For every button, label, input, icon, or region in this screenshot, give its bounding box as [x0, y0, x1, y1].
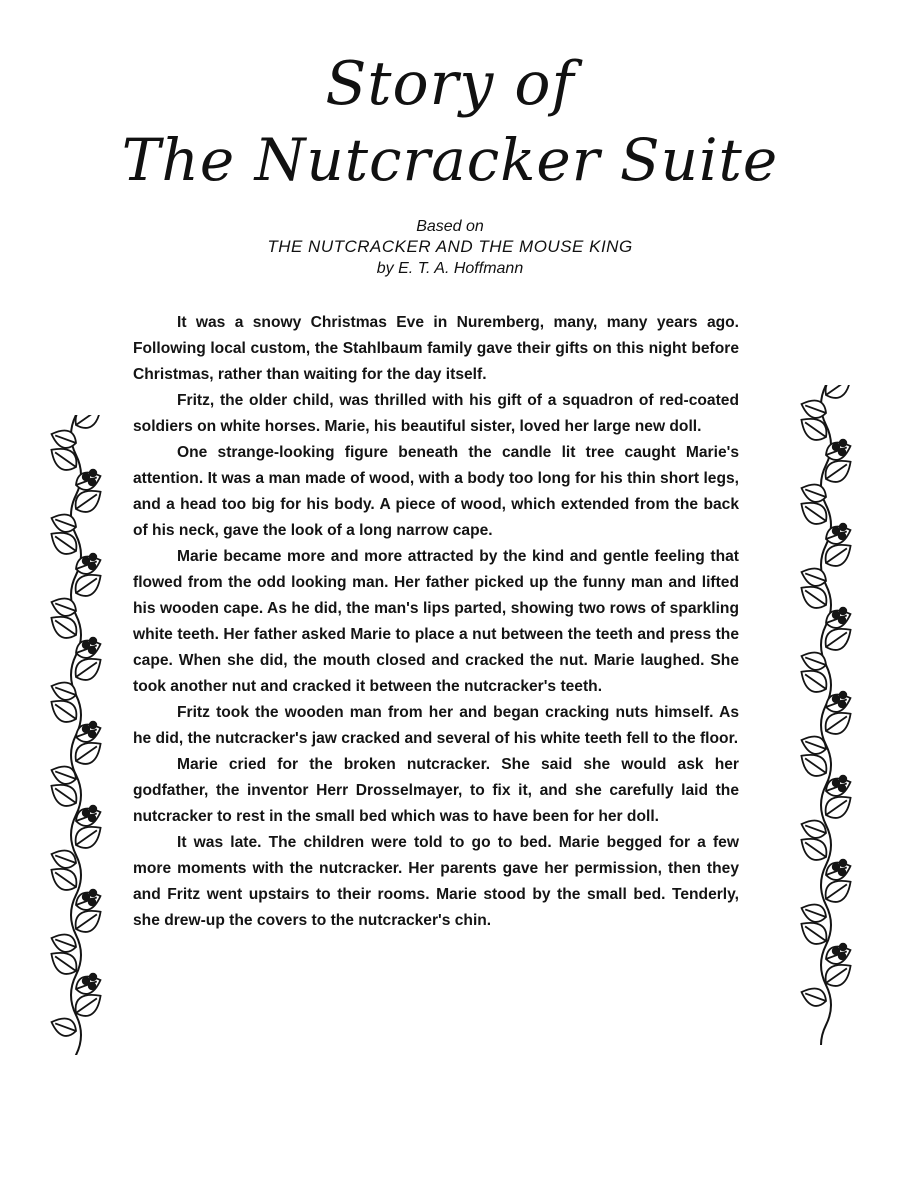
holly-berry-icon	[839, 523, 847, 531]
holly-leaf-icon	[49, 1014, 79, 1039]
holly-berry-icon	[88, 646, 96, 654]
holly-leaf-icon	[49, 762, 79, 787]
paragraph-7: It was late. The children were told to go to bed. Marie begged for a few more moments with the nutcracker. Her parents gave her permission, then they and Fritz went upstairs to their rooms. Marie stood by the small bed. Tenderly, she drew-up the covers to the nutcracker's chin.	[133, 834, 739, 929]
holly-leaf-icon	[799, 648, 829, 673]
holly-berry-icon	[88, 730, 96, 738]
holly-vine-right-icon	[790, 385, 862, 1045]
holly-berry-icon	[89, 805, 97, 813]
holly-berry-icon	[839, 775, 847, 783]
holly-leaf-icon	[70, 415, 106, 433]
holly-berry-icon	[838, 952, 846, 960]
holly-berry-icon	[88, 562, 96, 570]
holly-berry-icon	[838, 784, 846, 792]
holly-berry-icon	[838, 868, 846, 876]
holly-berry-icon	[839, 439, 847, 447]
holly-leaf-icon	[49, 678, 79, 703]
holly-leaf-icon	[820, 385, 856, 403]
holly-berry-icon	[89, 721, 97, 729]
subtitle-author: by E. T. A. Hoffmann	[376, 260, 524, 277]
holly-stem-icon	[821, 385, 831, 1045]
holly-berry-icon	[838, 616, 846, 624]
holly-berry-icon	[839, 607, 847, 615]
holly-berry-icon	[838, 532, 846, 540]
holly-berry-icon	[89, 973, 97, 981]
holly-leaf-icon	[799, 396, 829, 421]
title-line-1: Story of	[325, 49, 575, 119]
paragraph-3: One strange-looking figure beneath the candle lit tree caught Marie's attention. It was a man made of wood, with a body too long for his thin short legs, and a head too big for his body. A piece of wood, which extended from the back of his neck, gave the look of a long narrow cape.	[133, 444, 739, 539]
holly-berry-icon	[88, 814, 96, 822]
holly-berry-icon	[88, 478, 96, 486]
holly-leaf-icon	[799, 984, 829, 1009]
paragraph-1: It was a snowy Christmas Eve in Nuremberg, many, many years ago. Following local custom, the Stahlbaum family gave their gifts on this night before Christmas, rather than waiting for the day itself.	[133, 314, 739, 383]
holly-berry-icon	[839, 691, 847, 699]
holly-leaf-icon	[799, 732, 829, 757]
holly-berry-icon	[89, 469, 97, 477]
holly-berry-icon	[838, 700, 846, 708]
holly-vine-left-icon	[40, 415, 112, 1055]
holly-leaf-icon	[49, 594, 79, 619]
holly-leaf-icon	[49, 426, 79, 451]
holly-berry-icon	[89, 553, 97, 561]
holly-leaf-icon	[799, 564, 829, 589]
paragraph-6: Marie cried for the broken nutcracker. She said she would ask her godfather, the inventor Herr Drosselmayer, to fix it, and she carefully laid the nutcracker to rest in the small bed which was to have been for her doll.	[133, 756, 739, 825]
paragraph-5: Fritz took the wooden man from her and began cracking nuts himself. As he did, the nutcracker's jaw cracked and several of his white teeth fell to the floor.	[133, 704, 739, 747]
title-line-2: The Nutcracker Suite	[121, 126, 779, 194]
holly-berry-icon	[839, 943, 847, 951]
holly-berry-icon	[88, 982, 96, 990]
subtitle-source-title: THE NUTCRACKER AND THE MOUSE KING	[267, 237, 633, 256]
holly-berry-icon	[839, 859, 847, 867]
subtitle-based-on: Based on	[416, 218, 484, 235]
holly-berry-icon	[88, 898, 96, 906]
holly-berry-icon	[89, 637, 97, 645]
paragraph-2: Fritz, the older child, was thrilled with his gift of a squadron of red-coated soldiers on white horses. Marie, his beautiful sister, loved her large new doll.	[133, 392, 739, 435]
holly-berry-icon	[838, 448, 846, 456]
paragraph-4: Marie became more and more attracted by the kind and gentle feeling that flowed from the odd looking man. Her father picked up the funny man and lifted his wooden cape. As he did, the man's lips parted, showing two rows of sparkling white teeth. Her father asked Marie to place a nut between the teeth and press the cape. When she did, the mouth closed and cracked the nut. Marie laughed. She took another nut and cracked it between the nutcracker's teeth.	[133, 548, 739, 695]
holly-berry-icon	[89, 889, 97, 897]
story-body	[133, 310, 739, 934]
